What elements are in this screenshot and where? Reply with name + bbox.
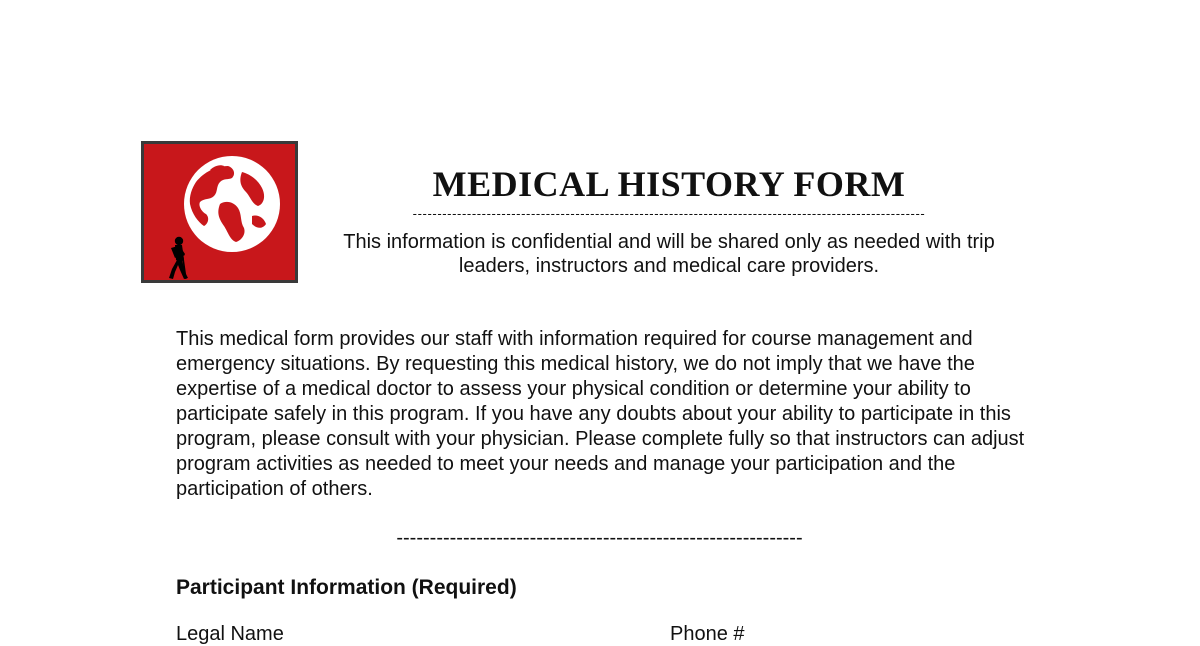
page-title: MEDICAL HISTORY FORM (432, 164, 906, 204)
confidentiality-note: This information is confidential and will be shared only as needed with trip leaders, instructors and medical care providers. (343, 231, 995, 277)
section-divider: ------------------------------------------------------------- (396, 527, 803, 549)
phone-label: Phone # (670, 623, 745, 645)
title-rule: -------------------------------------------------------------------------------------------------------- (412, 207, 926, 221)
legal-name-label: Legal Name (176, 623, 284, 645)
globe-hiker-logo (141, 141, 298, 283)
participant-section-heading: Participant Information (Required) (176, 576, 517, 599)
form-header (310, 163, 1028, 278)
globe-hiker-icon (144, 144, 295, 280)
intro-paragraph: This medical form provides our staff with information required for course management and emergency situations. By requesting this medical history, we do not imply that we have the expertise of a medical doctor to assess your physical condition or determine your ability to participate safely in this program. If you have any doubts about your ability to participate in this program, please consult with your physician. Please complete fully so that instructors can adjust program activities as needed to meet your needs and manage your participation and the participation of others. (176, 328, 1025, 500)
